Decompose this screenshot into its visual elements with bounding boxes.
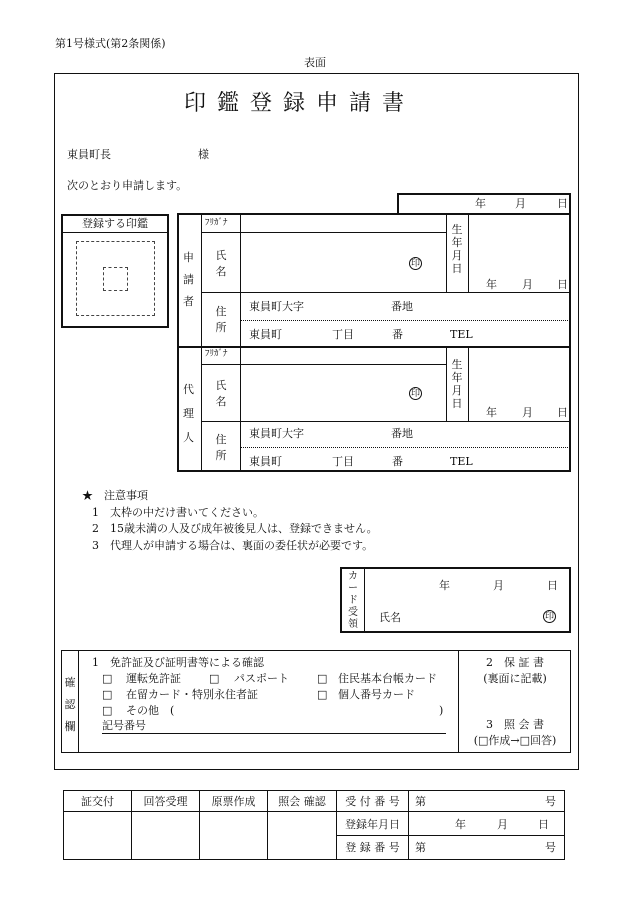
card-month: 月 (493, 579, 504, 592)
office-header-reply: 回答受理 (143, 795, 188, 808)
card-receipt-box (340, 567, 571, 633)
reception-go: 号 (545, 795, 556, 808)
date-month: 月 (515, 197, 526, 210)
applicant-chome: 丁目 (332, 328, 354, 341)
reception-dai: 第 (415, 795, 426, 808)
option-drivers-license: 運転免許証 (126, 672, 181, 685)
applicant-agent-frame (177, 213, 571, 472)
registration-dai: 第 (415, 841, 426, 854)
applicant-addr-line1: 東員町大字 (249, 300, 304, 313)
agent-chome: 丁目 (332, 455, 354, 468)
applicant-birth-label: 生年月日 (451, 223, 463, 275)
agent-addr-line1: 東員町大字 (249, 427, 304, 440)
option-mynumber-card: 個人番号カード (338, 688, 415, 701)
applicant-banchi: 番地 (391, 300, 413, 313)
note-item: 3 代理人が申請する場合は、裏面の委任状が必要です。 (92, 539, 374, 552)
applicant-name-label: 氏名 (215, 249, 227, 278)
agent-birth-label: 生年月日 (451, 358, 463, 410)
inquiry-note: (□作成→□回答) (473, 734, 557, 747)
side-label: 表面 (304, 56, 326, 69)
note-item: 2 15歳未満の人及び成年被後見人は、登録できません。 (92, 522, 378, 535)
registered-month: 月 (497, 818, 508, 831)
registered-day: 日 (538, 818, 549, 831)
office-header-issue: 証交付 (81, 795, 114, 808)
checkbox-resident-card[interactable]: □ (317, 672, 328, 685)
applicant-addr-line2: 東員町 (249, 328, 282, 341)
inquiry-label: 3 照 会 書 (486, 718, 544, 731)
applicant-tel: TEL (450, 328, 473, 341)
reception-no-label: 受 付 番 号 (345, 795, 400, 808)
checkbox-residence-card[interactable]: □ (102, 688, 113, 701)
applicant-birth-year: 年 (486, 278, 497, 291)
card-receipt-label: カード受領 (348, 571, 358, 630)
registered-date-label: 登録年月日 (345, 818, 400, 831)
agent-furigana-label: ﾌﾘｶﾞﾅ (205, 349, 228, 359)
checkbox-other[interactable]: □ (102, 704, 113, 717)
agent-banchi: 番地 (391, 427, 413, 440)
intro-text: 次のとおり申請します。 (67, 179, 188, 192)
date-day: 日 (557, 197, 568, 210)
agent-birth-year: 年 (486, 406, 497, 419)
agent-seal-mark: 印 (410, 389, 420, 399)
agent-name-label: 氏名 (215, 379, 227, 408)
card-name-label: 氏名 (379, 611, 401, 624)
date-year: 年 (475, 197, 486, 210)
option-other-close: ) (439, 704, 444, 717)
option-resident-card: 住民基本台帳カード (338, 672, 437, 685)
form-number: 第1号様式(第2条関係) (55, 37, 166, 50)
applicant-furigana-label: ﾌﾘｶﾞﾅ (205, 218, 228, 228)
record-number-label: 記号番号 (102, 719, 146, 732)
agent-tel: TEL (450, 455, 473, 468)
applicant-address-label: 住所 (215, 305, 227, 334)
office-header-record: 原票作成 (211, 795, 256, 808)
card-seal-mark: 印 (544, 612, 554, 622)
registration-go: 号 (545, 841, 556, 854)
card-year: 年 (439, 579, 450, 592)
option-residence-card: 在留カード・特別永住者証 (126, 688, 258, 701)
note-item: 1 太枠の中だけ書いてください。 (92, 506, 264, 519)
agent-birth-month: 月 (522, 406, 533, 419)
addressee: 東員町長 (67, 148, 111, 161)
applicant-seal-mark: 印 (410, 259, 420, 269)
checkbox-mynumber-card[interactable]: □ (317, 688, 328, 701)
seal-box-label: 登録する印鑑 (82, 217, 148, 230)
registration-no-label: 登 録 番 号 (345, 841, 400, 854)
confirmation-heading: 1 免許証及び証明書等による確認 (92, 656, 264, 669)
applicant-label: 申請者 (183, 251, 194, 308)
applicant-ban: 番 (392, 328, 403, 341)
addressee-honorific: 様 (198, 148, 209, 161)
applicant-birth-day: 日 (557, 278, 568, 291)
applicant-birth-month: 月 (522, 278, 533, 291)
agent-address-label: 住所 (215, 433, 227, 462)
option-passport: パスポート (234, 672, 289, 685)
agent-birth-day: 日 (557, 406, 568, 419)
notes-title: ★ 注意事項 (82, 489, 148, 502)
card-day: 日 (547, 579, 558, 592)
agent-addr-line2: 東員町 (249, 455, 282, 468)
form-title: 印 鑑 登 録 申 請 書 (184, 91, 406, 116)
guarantee-label: 2 保 証 書 (486, 656, 544, 669)
office-header-inquiry: 照会 確認 (278, 795, 326, 808)
registered-year: 年 (455, 818, 466, 831)
guarantee-note: (裏面に記載) (483, 672, 547, 685)
agent-label: 代理人 (183, 383, 194, 444)
confirmation-label: 確認欄 (64, 676, 76, 733)
checkbox-passport[interactable]: □ (209, 672, 220, 685)
seal-area-inner (103, 267, 128, 291)
checkbox-drivers-license[interactable]: □ (102, 672, 113, 685)
agent-ban: 番 (392, 455, 403, 468)
option-other: その他 ( (126, 704, 175, 717)
